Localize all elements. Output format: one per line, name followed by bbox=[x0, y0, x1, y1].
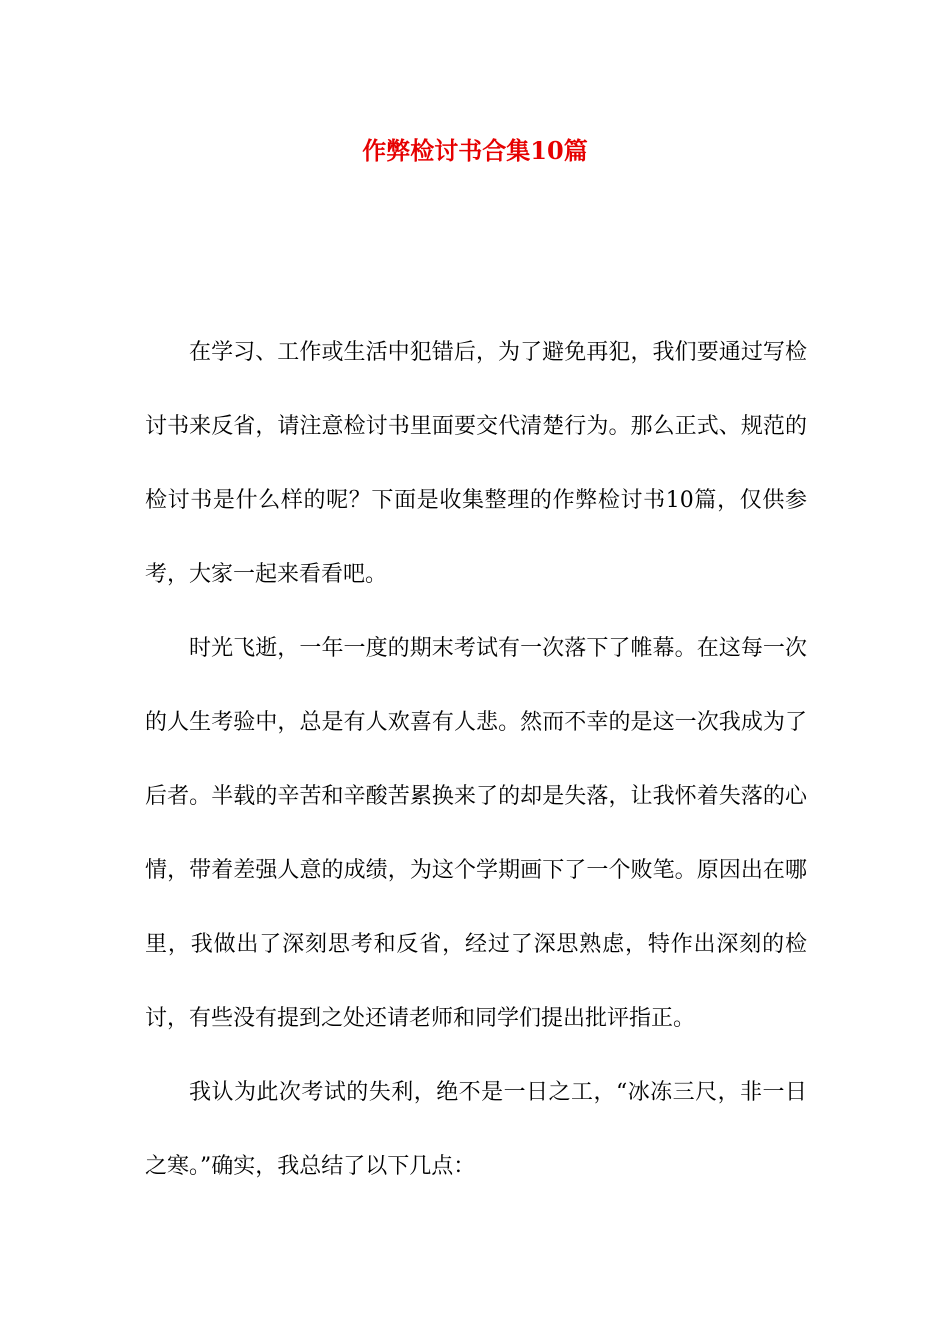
paragraph-reflection: 时光飞逝，一年一度的期末考试有一次落下了帷幕。在这每一次的人生考验中，总是有人欢喜有人悲。然而不幸的是这一次我成为了后者。半载的辛苦和辛酸苦累换来了的却是失落，让我怀着失落的心情，带着差强人意的成绩，为这个学期画下了一个败笔。原因出在哪里，我做出了深刻思考和反省，经过了深思熟虑，特作出深刻的检讨，有些没有提到之处还请老师和同学们提出批评指正。 bbox=[145, 636, 807, 1031]
document-title: 作弊检讨书合集10篇 bbox=[362, 136, 588, 165]
paragraph-reasons: 我认为此次考试的失利，绝不是一日之工，“冰冻三尺，非一日之寒。”确实，我总结了以下几点： bbox=[145, 1080, 807, 1179]
paragraph-intro: 在学习、工作或生活中犯错后，为了避免再犯，我们要通过写检讨书来反省，请注意检讨书里面要交代清楚行为。那么正式、规范的检讨书是什么样的呢？下面是收集整理的作弊检讨书10篇，仅供参考，大家一起来看看吧。 bbox=[145, 340, 807, 587]
document-body bbox=[145, 316, 807, 1204]
